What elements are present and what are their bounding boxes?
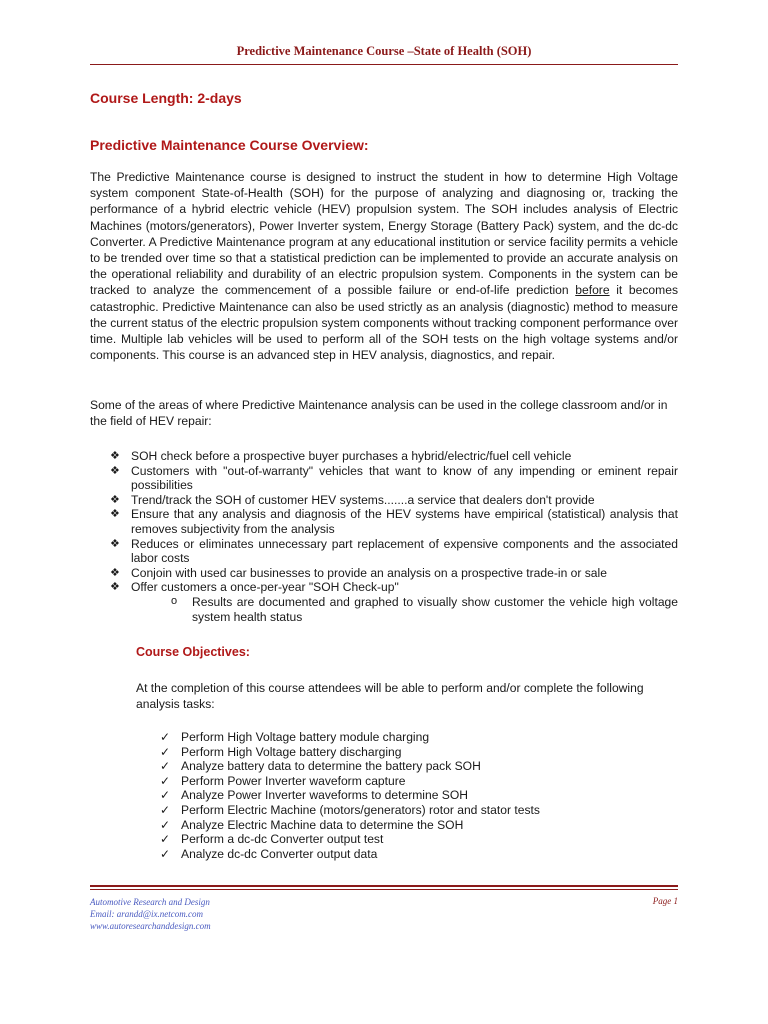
sub-list-item-text: Results are documented and graphed to visually show customer the vehicle high voltage system health status [192,594,678,624]
footer-website-link[interactable]: www.autoresearchanddesign.com [90,921,211,931]
footer-divider-thick [90,885,678,887]
footer-email-link[interactable]: Email: arandd@ix.netcom.com [90,909,204,919]
diamond-bullet-icon: ❖ [110,537,120,550]
list-item-text: Perform a dc-dc Converter output test [181,832,384,847]
list-item-text: Perform Power Inverter waveform capture [181,773,406,788]
list-item-text: Analyze Power Inverter waveforms to determine SOH [181,788,469,803]
list-item [160,818,540,833]
list-item [160,774,540,789]
checkmark-icon: ✓ [160,832,171,847]
list-item-text: SOH check before a prospective buyer purchases a hybrid/electric/fuel cell vehicle [131,449,572,463]
objectives-intro-paragraph: At the completion of this course attendees will be able to perform and/or complete the following analysis tasks: [136,681,644,712]
list-item-text: Reduces or eliminates unnecessary part replacement of expensive components and the associated labor costs [131,536,678,566]
list-item [110,580,678,624]
list-item [160,847,540,862]
checkmark-icon: ✓ [160,788,171,803]
footer-company: Automotive Research and Design [90,897,210,907]
list-item-text: Analyze battery data to determine the battery pack SOH [181,759,481,774]
checkmark-icon: ✓ [160,817,171,832]
list-item-text: Analyze dc-dc Converter output data [181,846,378,861]
header-divider [90,64,678,65]
checkmark-icon: ✓ [160,773,171,788]
diamond-bullet-icon: ❖ [110,508,120,521]
checkmark-icon: ✓ [160,846,171,861]
page-number: Page 1 [652,896,678,906]
list-item-text: Perform Electric Machine (motors/generators) rotor and stator tests [181,802,540,817]
diamond-bullet-icon: ❖ [110,581,120,594]
list-item [160,730,540,745]
list-item [160,788,540,803]
course-length-heading: Course Length: 2-days [90,90,242,106]
list-item-text: Ensure that any analysis and diagnosis of the HEV systems have empirical (statistical) analysis that removes subjectivity from the analysis [131,507,678,536]
list-item [110,493,678,508]
checkmark-icon: ✓ [160,744,171,759]
diamond-bullet-icon: ❖ [110,566,120,579]
overview-paragraph [90,169,678,363]
footer-divider-thin [90,889,678,890]
checkmark-icon: ✓ [160,759,171,774]
sub-bullet-list [131,595,678,624]
overview-underlined-word: before [575,283,610,298]
list-item [160,832,540,847]
list-item [110,507,678,536]
list-item-text: Analyze Electric Machine data to determine the SOH [181,817,464,832]
list-item-text: Offer customers a once-per-year "SOH Check-up" [131,580,399,595]
list-item [110,537,678,566]
checkmark-icon: ✓ [160,730,171,744]
list-item [110,464,678,493]
circle-bullet-icon: o [171,594,178,607]
overview-heading: Predictive Maintenance Course Overview: [90,137,369,153]
list-item [110,566,678,581]
list-item-text: Conjoin with used car businesses to provide an analysis on a prospective trade-in or sale [131,565,607,580]
list-item [160,745,540,760]
sub-list-item [171,595,678,624]
objectives-heading: Course Objectives: [136,645,250,659]
diamond-bullet-icon: ❖ [110,450,120,462]
diamond-bullet-icon: ❖ [110,464,120,477]
list-item-text: Trend/track the SOH of customer HEV systems.......a service that dealers don't provide [131,492,595,507]
areas-bullet-list [110,449,678,624]
page-header-title: Predictive Maintenance Course –State of Health (SOH) [236,44,532,58]
list-item-text: Perform High Voltage battery module charging [181,730,430,744]
footer-contact [90,896,211,932]
objectives-check-list [160,730,540,861]
overview-text-part2: it becomes catastrophic. Predictive Maintenance can also be used strictly as an analysis (diagnostic) method to measure the current status of the electric propulsion system components without tracking component performance over time. Multiple lab vehicles will be used to perform all of the SOH tests on the high voltage systems and/or components. This course is an advanced step in HEV analysis, diagnostics, and repair. [90,283,678,363]
list-item [160,803,540,818]
checkmark-icon: ✓ [160,802,171,817]
list-item [160,759,540,774]
list-item-text: Perform High Voltage battery discharging [181,744,402,759]
diamond-bullet-icon: ❖ [110,493,120,506]
list-item-text: Customers with "out-of-warranty" vehicles that want to know of any impending or eminent repair possibilities [131,463,678,493]
areas-intro-paragraph: Some of the areas of where Predictive Maintenance analysis can be used in the college classroom and/or in the field of HEV repair: [90,398,668,429]
list-item [110,449,678,464]
overview-text-part1: The Predictive Maintenance course is designed to instruct the student in how to determine High Voltage system component State-of-Health (SOH) for the purpose of analyzing and diagnosing or, tracking the performance of a hybrid electric vehicle (HEV) propulsion system. The SOH includes analysis of Electric Machines (motors/generators), Power Inverter system, Energy Storage (Battery Pack) system, and the dc-dc Converter. A Predictive Maintenance program at any educational institution or service facility permits a vehicle to be trended over time so that a statistical prediction can be implemented to provide an accurate analysis on the operational reliability and durability of an electric propulsion system. Components in the system can be tracked to analyze the commencement of a possible failure or end-of-life prediction [90,170,678,298]
